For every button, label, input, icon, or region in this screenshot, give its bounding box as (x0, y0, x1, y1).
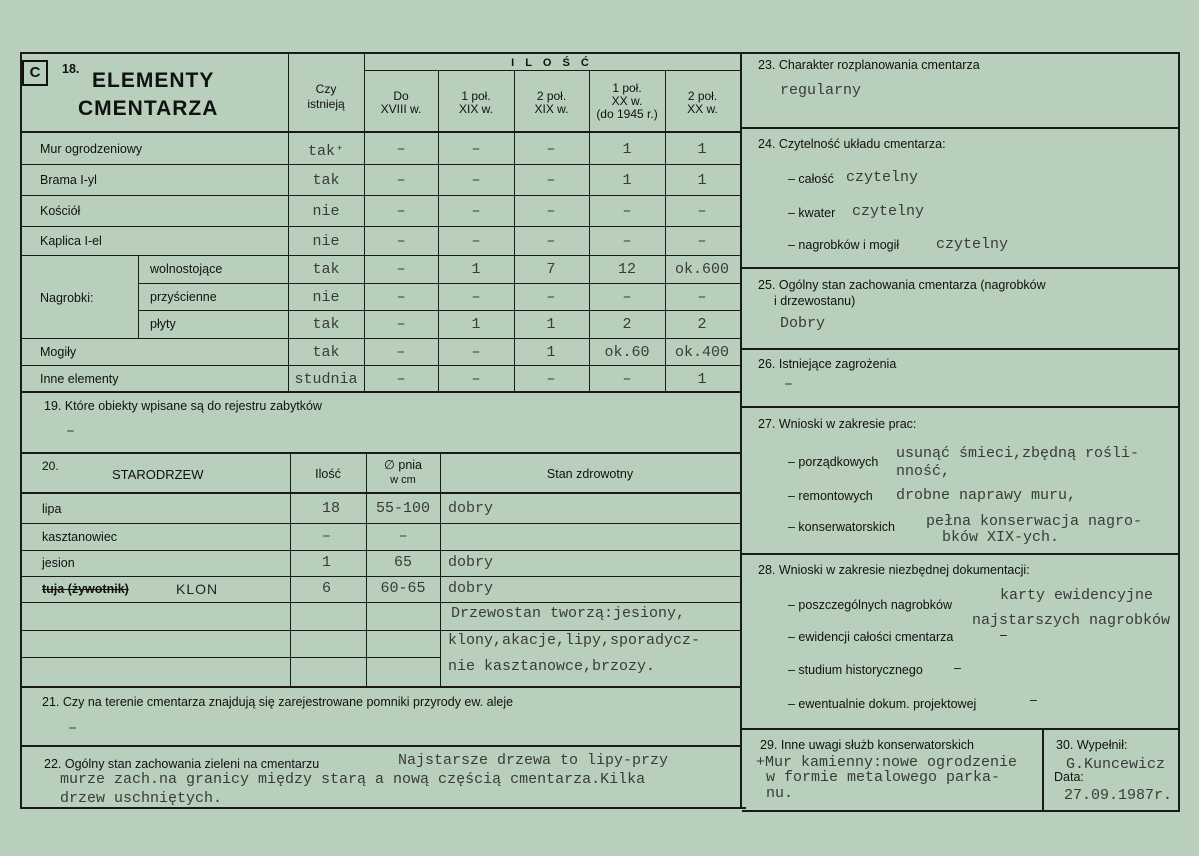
s28-item-2-value: najstarszych nagrobków (972, 612, 1171, 629)
s24-item-2-label: – kwater (788, 206, 836, 220)
s27-item-1-value-2: nność, (896, 463, 951, 480)
element-row-6-exists: nie (312, 288, 340, 306)
s28-item-3-label: – ewidencji całości cmentarza (788, 630, 954, 644)
element-row-4-value-4: – (622, 232, 632, 250)
period-header-2-line-2: XIX w. (458, 102, 493, 116)
element-row-3-value-2: – (471, 202, 481, 220)
tree-row-2-count: – (322, 527, 332, 545)
element-row-5-value-5: ok.600 (674, 261, 729, 278)
element-row-1-label: Mur ogrodzeniowy (40, 141, 143, 156)
element-row-2-exists: tak (312, 171, 340, 189)
element-row-6-value-5: – (697, 288, 707, 306)
section-29-line-1: +Mur kamienny:nowe ogrodzenie (756, 754, 1018, 771)
element-row-4-value-2: – (471, 232, 481, 250)
tree-row-3-health: dobry (448, 554, 494, 571)
s24-item-3-label: – nagrobków i mogił (788, 238, 900, 252)
tree-row-1-count: 18 (322, 499, 341, 517)
element-row-2-value-1: – (396, 171, 406, 189)
section-22-line-2: murze zach.na granicy między starą a nową częścią cmentarza.Kilka (60, 771, 646, 788)
element-row-7-value-1: – (396, 316, 406, 333)
section-21-label: 21. Czy na terenie cmentarza znajdują się zarejestrowane pomniki przyrody ew. aleje (42, 695, 514, 709)
element-row-7-exists: tak (312, 316, 340, 333)
element-row-7-label: płyty (150, 317, 176, 331)
element-row-5-value-1: – (396, 261, 406, 278)
tree-row-1-name: lipa (42, 501, 62, 516)
s28-item-5-value: – (1030, 693, 1037, 707)
element-row-9-value-2: – (471, 370, 481, 388)
period-header-4-line-1: 1 poł. (612, 81, 642, 95)
starodrzew-title: STARODRZEW (112, 467, 204, 482)
tree-row-1-diameter: 55-100 (375, 499, 430, 517)
element-row-1-exists: tak⁺ (307, 142, 345, 160)
element-row-9-exists: studnia (294, 370, 358, 388)
element-row-6-value-3: – (546, 288, 556, 306)
tree-count-header: Ilość (315, 467, 341, 481)
element-row-3-value-4: – (622, 202, 632, 220)
element-row-8-value-1: – (396, 343, 406, 361)
section-29-label: 29. Inne uwagi służb konserwatorskich (760, 738, 975, 752)
element-row-1-value-5: 1 (697, 140, 707, 158)
section-19-value: – (66, 423, 76, 440)
element-row-8-value-3: 1 (546, 343, 556, 361)
filled-by-name: G.Kuncewicz (1066, 756, 1166, 773)
element-row-8-value-4: ok.60 (604, 343, 650, 361)
s27-item-3-value-2: bków XIX-ych. (942, 529, 1060, 546)
s28-item-1-value: karty ewidencyjne (1000, 587, 1154, 604)
section-22-line-1: Najstarsze drzewa to lipy-przy (398, 752, 669, 769)
element-row-4-value-5: – (697, 232, 707, 250)
nagrobki-label: Nagrobki: (40, 291, 94, 305)
element-row-6-value-1: – (396, 288, 406, 306)
s28-item-4-value: – (954, 661, 961, 675)
section-18-title-2: CMENTARZA (78, 97, 219, 120)
tree-note-line-3: nie kasztanowce,brzozy. (448, 658, 656, 675)
section-25-value: Dobry (780, 315, 826, 332)
tree-row-4-diameter: 60-65 (380, 580, 426, 597)
element-row-7-value-4: 2 (622, 316, 632, 333)
element-row-4-value-3: – (546, 232, 556, 250)
s28-item-4-label: – studium historycznego (788, 663, 923, 677)
element-row-4-value-1: – (396, 232, 406, 250)
section-20-number: 20. (42, 459, 59, 473)
element-row-3-value-1: – (396, 202, 406, 220)
tree-row-4-count: 6 (322, 580, 332, 597)
element-row-5-value-2: 1 (471, 261, 481, 278)
element-row-3-label: Kościół (40, 203, 81, 218)
section-25-label-2: i drzewostanu) (774, 294, 856, 308)
tree-diameter-header-1: ∅ pnia (384, 458, 422, 472)
element-row-9-value-5: 1 (697, 370, 707, 388)
element-row-5-label: wolnostojące (150, 262, 223, 276)
period-header-5-line-2: XX w. (687, 102, 718, 116)
exists-header-1: Czy (315, 82, 337, 96)
section-26-label: 26. Istniejące zagrożenia (758, 357, 897, 371)
section-23-label: 23. Charakter rozplanowania cmentarza (758, 58, 980, 72)
tree-row-4-handwritten-name: KLON (176, 581, 219, 597)
s24-item-2-value: czytelny (852, 203, 925, 220)
element-row-1-value-4: 1 (622, 140, 632, 158)
element-row-4-exists: nie (312, 232, 340, 250)
element-row-2-value-4: 1 (622, 171, 632, 189)
element-row-3-exists: nie (312, 202, 340, 220)
element-row-1-value-2: – (471, 140, 481, 158)
period-header-4-line-3: (do 1945 r.) (596, 107, 658, 121)
s27-item-1-label: – porządkowych (788, 455, 879, 469)
tree-row-4-name: tuja (żywotnik) (42, 582, 129, 596)
section-26-value: – (784, 376, 794, 393)
period-header-4-line-2: XX w. (611, 94, 643, 108)
section-19-label: 19. Które obiekty wpisane są do rejestru zabytków (44, 399, 322, 413)
element-row-7-value-5: 2 (697, 316, 707, 333)
section-23-value: regularny (780, 82, 862, 99)
period-header-5-line-1: 2 poł. (687, 89, 718, 103)
date-value: 27.09.1987r. (1064, 787, 1173, 804)
element-row-9-label: Inne elementy (40, 371, 119, 386)
section-22-line-3: drzew uschniętych. (60, 790, 223, 807)
period-header-3-line-2: XIX w. (534, 102, 569, 116)
section-18-title-1: ELEMENTY (92, 69, 215, 92)
tree-health-header: Stan zdrowotny (546, 467, 634, 481)
tree-note-line-2: klony,akacje,lipy,sporadycz- (448, 632, 701, 649)
element-row-2-label: Brama I-yl (40, 172, 97, 187)
element-row-8-label: Mogiły (40, 344, 77, 359)
tree-row-3-count: 1 (322, 554, 332, 571)
period-header-3-line-1: 2 poł. (536, 89, 567, 103)
s28-item-5-label: – ewentualnie dokum. projektowej (788, 697, 977, 711)
section-29-line-3: nu. (766, 785, 794, 802)
element-row-8-value-2: – (471, 343, 481, 361)
section-28-label: 28. Wnioski w zakresie niezbędnej dokumentacji: (758, 563, 1030, 577)
tree-row-3-name: jesion (42, 556, 75, 570)
element-row-6-label: przyścienne (150, 289, 217, 304)
tree-diameter-header-2: w cm (390, 474, 416, 486)
ilosc-header: I L O Ś Ć (511, 57, 593, 69)
tree-note-line-1: Drzewostan tworzą:jesiony, (451, 605, 686, 622)
element-row-9-value-1: – (396, 370, 406, 388)
section-27-label: 27. Wnioski w zakresie prac: (758, 417, 917, 431)
s28-item-3-value: – (1000, 628, 1007, 642)
element-row-8-exists: tak (312, 343, 340, 361)
element-row-2-value-2: – (471, 171, 481, 189)
element-row-2-value-5: 1 (697, 171, 707, 189)
s27-item-3-value-1: pełna konserwacja nagro- (926, 513, 1143, 530)
section-24-label: 24. Czytelność układu cmentarza: (758, 137, 946, 151)
period-header-2-line-1: 1 poł. (461, 89, 491, 103)
section-30-label: 30. Wypełnił: (1056, 738, 1128, 752)
period-header-1-line-2: XVIII w. (380, 102, 422, 116)
tree-row-2-name: kasztanowiec (42, 529, 118, 544)
tree-row-4-health: dobry (448, 580, 494, 597)
tree-row-2-diameter: – (398, 527, 408, 545)
section-29-line-2: w formie metalowego parka- (766, 769, 1001, 786)
tree-row-3-diameter: 65 (393, 554, 412, 571)
element-row-6-value-4: – (622, 288, 632, 306)
s24-item-1-value: czytelny (846, 169, 919, 186)
section-21-value: – (68, 720, 78, 737)
element-row-2-value-3: – (546, 171, 556, 189)
period-header-1-line-1: Do (393, 89, 409, 103)
exists-header-2: istnieją (307, 97, 345, 111)
element-row-9-value-4: – (622, 370, 632, 388)
element-row-1-value-1: – (396, 140, 406, 158)
element-row-7-value-3: 1 (546, 316, 556, 333)
section-letter-box: C (22, 60, 48, 86)
s24-item-1-label: – całość (788, 172, 834, 186)
s27-item-2-label: – remontowych (788, 489, 873, 503)
element-row-8-value-5: ok.400 (674, 343, 729, 361)
element-row-7-value-2: 1 (471, 316, 481, 333)
element-row-5-value-4: 12 (617, 261, 636, 278)
date-label: Data: (1054, 770, 1084, 784)
s27-item-2-value-1: drobne naprawy muru, (896, 487, 1077, 504)
element-row-3-value-3: – (546, 202, 556, 220)
element-row-1-value-3: – (546, 140, 556, 158)
s27-item-3-label: – konserwatorskich (788, 520, 895, 534)
s27-item-1-value-1: usunąć śmieci,zbędną rośli- (896, 445, 1140, 462)
tree-row-1-health: dobry (448, 499, 494, 517)
element-row-9-value-3: – (546, 370, 556, 388)
element-row-4-label: Kaplica I-el (40, 233, 102, 248)
element-row-5-exists: tak (312, 261, 340, 278)
section-18-number: 18. (62, 62, 80, 76)
element-row-6-value-2: – (471, 288, 481, 306)
section-25-label-1: 25. Ogólny stan zachowania cmentarza (nagrobków (758, 278, 1046, 292)
element-row-3-value-5: – (697, 202, 707, 220)
s28-item-1-label: – poszczególnych nagrobków (788, 598, 952, 612)
element-row-5-value-3: 7 (546, 261, 556, 278)
s24-item-3-value: czytelny (936, 236, 1009, 253)
section-22-label: 22. Ogólny stan zachowania zieleni na cmentarzu (44, 757, 320, 771)
